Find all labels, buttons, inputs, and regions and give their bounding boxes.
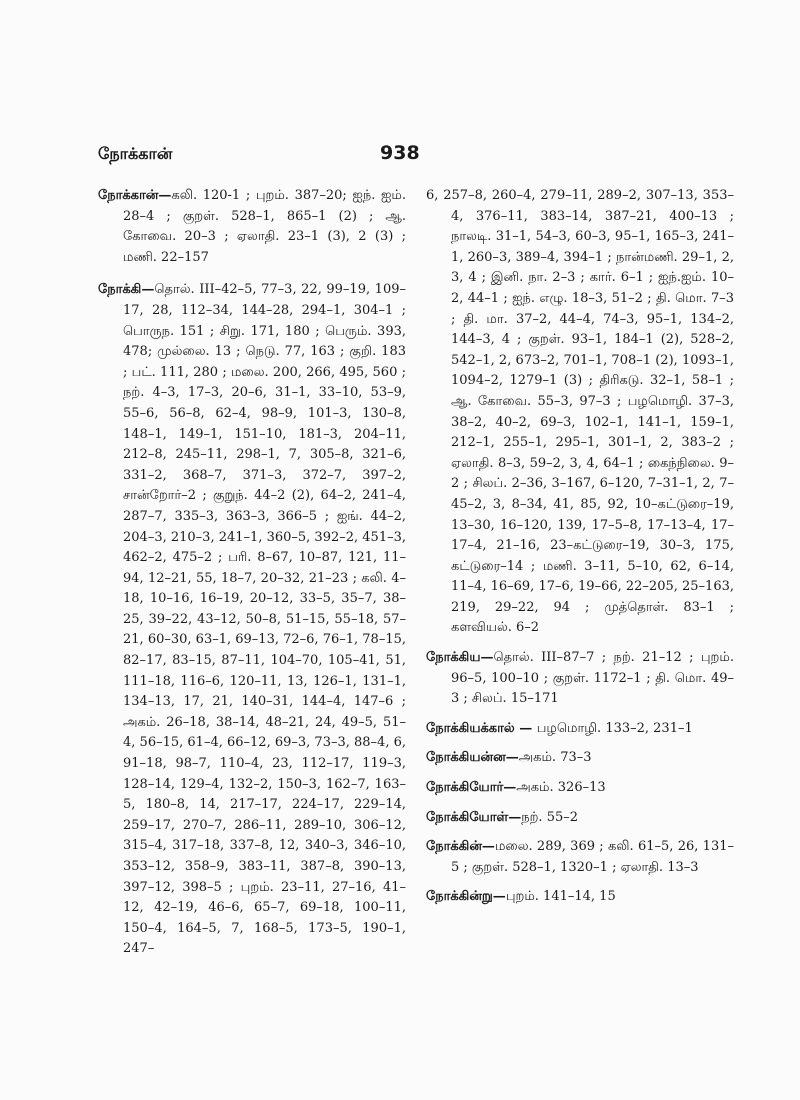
entry-headword: நோக்கியக்கால் — [426, 720, 537, 736]
entry-references: அகம். 326–13 [516, 780, 606, 796]
right-column [426, 186, 734, 917]
entry-references: புறம். 141–14, 15 [505, 889, 616, 905]
entry-references: மலை. 289, 369 ; கலி. 61–5, 26, 131–5 ; குறள். 528–1, 1320–1 ; ஏலாதி. 13–3 [451, 839, 734, 875]
index-entry [426, 648, 734, 710]
entry-headword: நோக்கியன்ன— [426, 750, 519, 766]
entry-references: பழமொழி. 133–2, 231–1 [536, 720, 693, 736]
running-head: நோக்கான் [98, 144, 173, 163]
index-entry [426, 837, 734, 878]
entry-references: தொல். III–42–5, 77–3, 22, 99–19, 109–17, 28, 112–34, 144–28, 294–1, 304–1 ; பொருந. 151 ; சிறு. 171, 180 ; பெரும். 393, 478; முல்லை. 13 ; நெடு. 77, 163 ; குறி. 183 ; பட். 111, 280 ; மலை. 200, 266, 495, 560 ; நற். 4–3, 17–3, 20–6, 31–1, 33–10, 53–9, 55–6, 56–8, 62–4, 98–9, 101–3, 130–8, 148–1, 149–1, 151–10, 181–3, 204–11, 212–8, 245–11, 298–1, 7, 305–8, 321–6, 331–2, 368–7, 371–3, 372–7, 397–2, சான்றோர்–2 ; குறுந். 44–2 (2), 64–2, 241–4, 287–7, 335–3, 363–3, 366–5 ; ஐங். 44–2, 204–3, 210–3, 241–1, 360–5, 392–2, 451–3, 462–2, 475–2 ; பரி. 8–67, 10–87, 121, 11–94, 12–21, 55, 18–7, 20–32, 21–23 ; கலி. 4–18, 10–16, 16–19, 20–12, 33–5, 35–7, 38–25, 39–22, 43–12, 50–8, 51–15, 55–18, 57–21, 60–30, 63–1, 69–13, 72–6, 76–1, 78–15, 82–17, 83–15, 87–11, 104–70, 105–41, 51, 111–18, 116–6, 120–11, 13, 126–1, 131–1, 134–13, 17, 21, 140–31, 144–4, 147–6 ; அகம். 26–18, 38–14, 48–21, 24, 49–5, 51–4, 56–15, 61–4, 66–12, 69–3, 73–3, 88–4, 6, 91–18, 98–7, 110–4, 23, 112–17, 119–3, 128–14, 129–4, 132–2, 150–3, 162–7, 163–5, 180–8, 14, 217–17, 224–17, 229–14, 259–17, 270–7, 286–11, 289–10, 306–12, 315–4, 317–18, 337–8, 12, 340–3, 346–10, 353–12, 358–9, 383–11, 387–8, 390–13, 397–12, 398–5 ; புறம். 23–11, 27–16, 41–12, 42–19, 46–6, 65–7, 69–18, 100–11, 150–4, 164–5, 7, 168–5, 173–5, 190–1, 247– [123, 282, 406, 957]
entry-references: நற். 55–2 [521, 809, 579, 825]
index-entry [98, 280, 406, 960]
index-entry-continued [426, 186, 734, 639]
entry-headword: நோக்கின்— [426, 839, 495, 855]
index-entry [426, 808, 734, 829]
entry-headword: நோக்கிய— [426, 650, 494, 666]
entry-references: அகம். 73–3 [518, 750, 592, 766]
page-number: 938 [380, 142, 420, 164]
entry-references: 6, 257–8, 260–4, 279–11, 289–2, 307–13, 353–4, 376–11, 383–14, 387–21, 400–13 ; நாலடி. 31–1, 54–3, 60–3, 95–1, 165–3, 241–1, 260–3, 389–4, 394–1 ; நான்மணி. 29–1, 2, 3, 4 ; இனி. நா. 2–3 ; கார். 6–1 ; ஐந்.ஐம். 10–2, 44–1 ; ஐந். எழு. 18–3, 51–2 ; தி. மொ. 7–3 ; தி. மா. 37–2, 44–4, 74–3, 95–1, 134–2, 144–3, 4 ; குறள். 93–1, 184–1 (2), 528–2, 542–1, 2, 673–2, 701–1, 708–1 (2), 1093–1, 1094–2, 1279–1 (3) ; திரிகடு. 32–1, 58–1 ; ஆ. கோவை. 55–3, 97–3 ; பழமொழி. 37–3, 38–2, 40–2, 69–3, 102–1, 141–1, 159–1, 212–1, 255–1, 295–1, 301–1, 2, 383–2 ; ஏலாதி. 8–3, 59–2, 3, 4, 64–1 ; கைந்நிலை. 9–2 ; சிலப். 2–36, 3–167, 6–120, 7–31–1, 2, 7–45–2, 3, 8–34, 41, 85, 92, 10–கட்டுரை–19, 13–30, 16–120, 139, 17–5–8, 17–13–4, 17–17–4, 21–16, 23–கட்டுரை–19, 30–3, 175, கட்டுரை–14 ; மணி. 3–11, 5–10, 62, 6–14, 11–4, 16–69, 17–6, 19–66, 22–205, 25–163, 219, 29–22, 94 ; முத்தொள். 83–1 ; களவியல். 6–2 [426, 188, 734, 636]
index-entry [426, 887, 734, 908]
entry-headword: நோக்கியோர்— [426, 780, 517, 796]
index-entry [426, 748, 734, 769]
entry-references: கலி. 120-1 ; புறம். 387–20; ஐந். ஐம். 28–4 ; குறள். 528–1, 865–1 (2) ; ஆ. கோவை. 20–3 ; ஏலாதி. 23–1 (3), 2 (3) ; மணி. 22–157 [123, 188, 406, 265]
index-entry [98, 186, 406, 268]
entry-headword: நோக்கி— [98, 282, 155, 298]
left-column [98, 186, 406, 972]
entry-headword: நோக்கின்று— [426, 889, 506, 905]
index-entry [426, 778, 734, 799]
entry-headword: நோக்கான்— [98, 188, 172, 203]
entry-headword: நோக்கியோள்— [426, 809, 522, 825]
index-entry [426, 719, 734, 740]
entry-references: தொல். III–87–7 ; நற். 21–12 ; புறம். 96–5, 100–10 ; குறள். 1172–1 ; தி. மொ. 49–3 ; சிலப். 15–171 [451, 650, 734, 707]
